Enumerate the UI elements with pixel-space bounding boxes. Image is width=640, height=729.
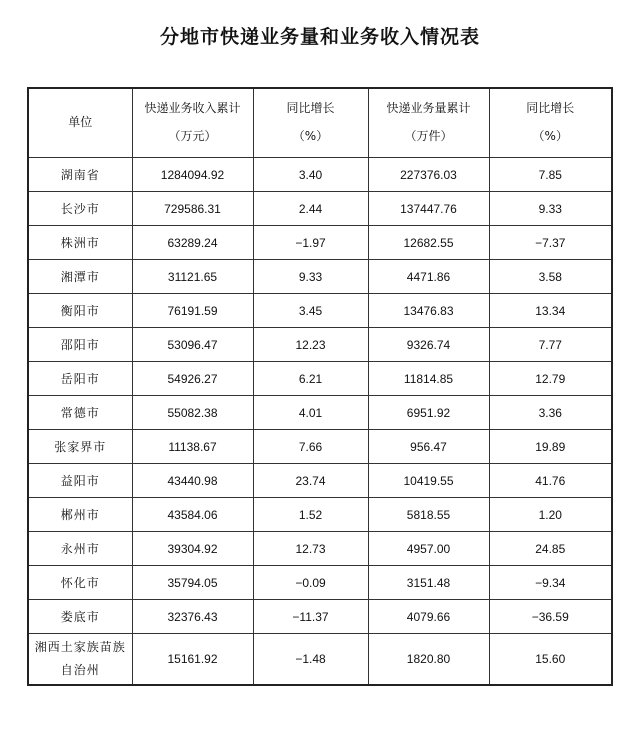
cell-revenue: 35794.05 <box>132 566 253 600</box>
cell-unit <box>28 498 132 532</box>
cell-revenue-growth: 12.73 <box>253 532 368 566</box>
cell-volume-growth: 3.36 <box>489 396 612 430</box>
table-row <box>28 600 612 634</box>
cell-volume-growth: −36.59 <box>489 600 612 634</box>
cell-revenue-growth: −1.97 <box>253 226 368 260</box>
cell-unit-text: 怀化市 <box>60 576 100 590</box>
cell-unit-text: 常德市 <box>60 406 100 420</box>
cell-volume: 10419.55 <box>368 464 489 498</box>
cell-unit-text: 湖南省 <box>60 168 100 182</box>
cell-volume-growth: 24.85 <box>489 532 612 566</box>
table-row <box>28 158 612 192</box>
cell-unit <box>28 396 132 430</box>
table-row <box>28 260 612 294</box>
cell-volume-growth: 9.33 <box>489 192 612 226</box>
table-row <box>28 498 612 532</box>
cell-revenue: 55082.38 <box>132 396 253 430</box>
cell-revenue-growth: −1.48 <box>253 634 368 686</box>
cell-unit-text: 衡阳市 <box>60 304 100 318</box>
cell-revenue-growth: 3.40 <box>253 158 368 192</box>
cell-volume-growth: 12.79 <box>489 362 612 396</box>
cell-unit-text: 张家界市 <box>54 440 107 454</box>
table-row <box>28 362 612 396</box>
cell-unit <box>28 634 132 686</box>
cell-volume: 1820.80 <box>368 634 489 686</box>
cell-volume-growth: 3.58 <box>489 260 612 294</box>
cell-unit <box>28 294 132 328</box>
table-row <box>28 396 612 430</box>
cell-revenue: 54926.27 <box>132 362 253 396</box>
header-volume-unit: （万件） <box>404 129 453 143</box>
cell-volume-growth: 15.60 <box>489 634 612 686</box>
cell-unit <box>28 566 132 600</box>
table-row <box>28 430 612 464</box>
cell-volume: 12682.55 <box>368 226 489 260</box>
cell-revenue: 11138.67 <box>132 430 253 464</box>
header-volume-growth-label: 同比增长 <box>526 101 575 116</box>
header-volume <box>368 88 489 158</box>
cell-volume: 137447.76 <box>368 192 489 226</box>
cell-unit-text: 郴州市 <box>60 508 100 522</box>
cell-volume-growth: 7.77 <box>489 328 612 362</box>
header-unit <box>28 88 132 158</box>
cell-revenue: 15161.92 <box>132 634 253 686</box>
cell-volume: 956.47 <box>368 430 489 464</box>
cell-unit <box>28 464 132 498</box>
cell-revenue-growth: 4.01 <box>253 396 368 430</box>
cell-unit-text: 岳阳市 <box>60 372 100 386</box>
table-row <box>28 328 612 362</box>
cell-revenue: 39304.92 <box>132 532 253 566</box>
cell-revenue: 1284094.92 <box>132 158 253 192</box>
cell-revenue: 76191.59 <box>132 294 253 328</box>
cell-unit-text: 永州市 <box>60 542 100 556</box>
cell-unit-text: 娄底市 <box>60 610 100 624</box>
cell-unit <box>28 260 132 294</box>
cell-revenue-growth: 2.44 <box>253 192 368 226</box>
cell-volume: 3151.48 <box>368 566 489 600</box>
table-row <box>28 226 612 260</box>
cell-volume: 227376.03 <box>368 158 489 192</box>
cell-volume-growth: 1.20 <box>489 498 612 532</box>
cell-revenue: 31121.65 <box>132 260 253 294</box>
cell-revenue-growth: 6.21 <box>253 362 368 396</box>
cell-volume: 11814.85 <box>368 362 489 396</box>
cell-unit <box>28 430 132 464</box>
cell-revenue: 53096.47 <box>132 328 253 362</box>
table-row <box>28 464 612 498</box>
header-revenue-unit: （万元） <box>168 129 217 143</box>
cell-volume-growth: −7.37 <box>489 226 612 260</box>
cell-volume-growth: 7.85 <box>489 158 612 192</box>
cell-volume-growth: 13.34 <box>489 294 612 328</box>
cell-revenue-growth: −0.09 <box>253 566 368 600</box>
cell-revenue: 63289.24 <box>132 226 253 260</box>
cell-revenue: 32376.43 <box>132 600 253 634</box>
header-revenue-growth <box>253 88 368 158</box>
header-row <box>28 88 612 158</box>
header-revenue-growth-unit: （%） <box>292 129 329 143</box>
cell-revenue: 43584.06 <box>132 498 253 532</box>
cell-revenue-growth: −11.37 <box>253 600 368 634</box>
cell-revenue-growth: 1.52 <box>253 498 368 532</box>
cell-revenue-growth: 7.66 <box>253 430 368 464</box>
cell-unit <box>28 328 132 362</box>
data-table <box>27 87 613 686</box>
cell-revenue-growth: 3.45 <box>253 294 368 328</box>
table-row <box>28 566 612 600</box>
cell-volume: 9326.74 <box>368 328 489 362</box>
cell-revenue-growth: 23.74 <box>253 464 368 498</box>
cell-unit <box>28 600 132 634</box>
header-volume-growth-unit: （%） <box>532 129 568 143</box>
cell-unit <box>28 226 132 260</box>
cell-unit-text: 湘潭市 <box>60 270 100 284</box>
cell-volume: 4471.86 <box>368 260 489 294</box>
table-body <box>28 158 612 686</box>
cell-volume-growth: −9.34 <box>489 566 612 600</box>
cell-volume-growth: 19.89 <box>489 430 612 464</box>
cell-unit <box>28 362 132 396</box>
cell-unit <box>28 158 132 192</box>
cell-unit-text: 益阳市 <box>60 474 100 488</box>
cell-revenue: 729586.31 <box>132 192 253 226</box>
table-row <box>28 634 612 686</box>
header-revenue <box>132 88 253 158</box>
header-unit-label: 单位 <box>68 115 93 130</box>
cell-revenue-growth: 9.33 <box>253 260 368 294</box>
cell-unit-text: 长沙市 <box>60 202 100 216</box>
cell-revenue-growth: 12.23 <box>253 328 368 362</box>
cell-revenue: 43440.98 <box>132 464 253 498</box>
table-row <box>28 192 612 226</box>
header-revenue-label: 快递业务收入累计 <box>144 101 241 116</box>
cell-unit-text: 株洲市 <box>60 236 100 250</box>
cell-volume: 5818.55 <box>368 498 489 532</box>
header-revenue-growth-label: 同比增长 <box>286 101 335 116</box>
table-row <box>28 532 612 566</box>
cell-unit <box>28 192 132 226</box>
header-volume-growth <box>489 88 612 158</box>
cell-volume: 4079.66 <box>368 600 489 634</box>
cell-unit-text-line2: 自治州 <box>60 663 100 677</box>
cell-volume: 6951.92 <box>368 396 489 430</box>
cell-volume-growth: 41.76 <box>489 464 612 498</box>
cell-unit <box>28 532 132 566</box>
page-title: 分地市快递业务量和业务收入情况表 <box>159 26 480 48</box>
cell-unit-text: 邵阳市 <box>60 338 100 352</box>
table-row <box>28 294 612 328</box>
cell-volume: 4957.00 <box>368 532 489 566</box>
cell-volume: 13476.83 <box>368 294 489 328</box>
header-volume-label: 快递业务量累计 <box>386 101 471 116</box>
cell-unit-text: 湘西土家族苗族 <box>34 640 126 655</box>
